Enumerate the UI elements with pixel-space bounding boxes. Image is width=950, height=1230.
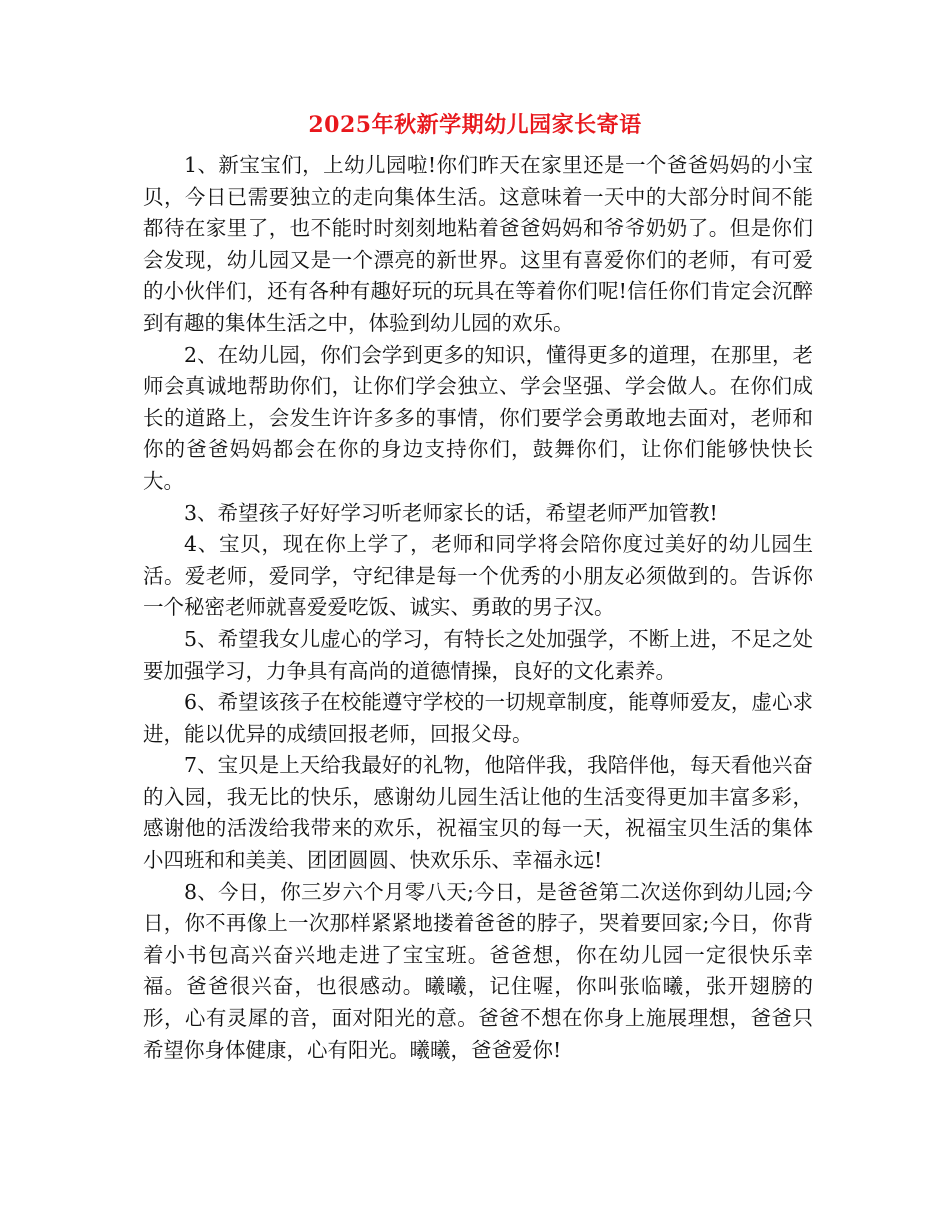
document-body [143, 150, 813, 1066]
paragraph-4: 4、宝贝，现在你上学了，老师和同学将会陪你度过美好的幼儿园生活。爱老师，爱同学，守纪律是每一个优秀的小朋友必须做到的。告诉你一个秘密老师就喜爱爱吃饭、诚实、勇敢的男子汉。 [143, 532, 813, 620]
paragraph-5: 5、希望我女儿虚心的学习，有特长之处加强学，不断上进，不足之处要加强学习，力争具有高尚的道德情操，良好的文化素养。 [143, 626, 813, 683]
document-title: 2025年秋新学期幼儿园家长寄语 [308, 112, 642, 138]
paragraph-2: 2、在幼儿园，你们会学到更多的知识，懂得更多的道理，在那里，老师会真诚地帮助你们，让你们学会独立、学会坚强、学会做人。在你们成长的道路上，会发生许许多多的事情，你们要学会勇敢地去面对，老师和你的爸爸妈妈都会在你的身边支持你们，鼓舞你们，让你们能够快快长大。 [143, 342, 813, 493]
paragraph-8: 8、今日，你三岁六个月零八天;今日，是爸爸第二次送你到幼儿园;今日，你不再像上一次那样紧紧地搂着爸爸的脖子，哭着要回家;今日，你背着小书包高兴奋兴地走进了宝宝班。爸爸想，你在幼儿园一定很快乐幸福。爸爸很兴奋，也很感动。曦曦，记住喔，你叫张临曦，张开翅膀的形，心有灵犀的音，面对阳光的意。爸爸不想在你身上施展理想，爸爸只希望你身体健康，心有阳光。曦曦，爸爸爱你! [143, 879, 813, 1062]
paragraph-6: 6、希望该孩子在校能遵守学校的一切规章制度，能尊师爱友，虚心求进，能以优异的成绩回报老师，回报父母。 [143, 690, 813, 746]
paragraph-3: 3、希望孩子好好学习听老师家长的话，希望老师严加管教! [184, 500, 718, 525]
paragraph-7: 7、宝贝是上天给我最好的礼物，他陪伴我，我陪伴他，每天看他兴奋的入园，我无比的快乐，感谢幼儿园生活让他的生活变得更加丰富多彩，感谢他的活泼给我带来的欢乐，祝福宝贝的每一天，祝福宝贝生活的集体小四班和和美美、团团圆圆、快欢乐乐、幸福永远! [143, 753, 813, 873]
paragraph-1: 1、新宝宝们，上幼儿园啦!你们昨天在家里还是一个爸爸妈妈的小宝贝，今日已需要独立的走向集体生活。这意味着一天中的大部分时间不能都待在家里了，也不能时时刻刻地粘着爸爸妈妈和爷爷奶奶了。但是你们会发现，幼儿园又是一个漂亮的新世界。这里有喜爱你们的老师，有可爱的小伙伴们，还有各种有趣好玩的玩具在等着你们呢!信任你们肯定会沉醉到有趣的集体生活之中，体验到幼儿园的欢乐。 [143, 153, 813, 335]
